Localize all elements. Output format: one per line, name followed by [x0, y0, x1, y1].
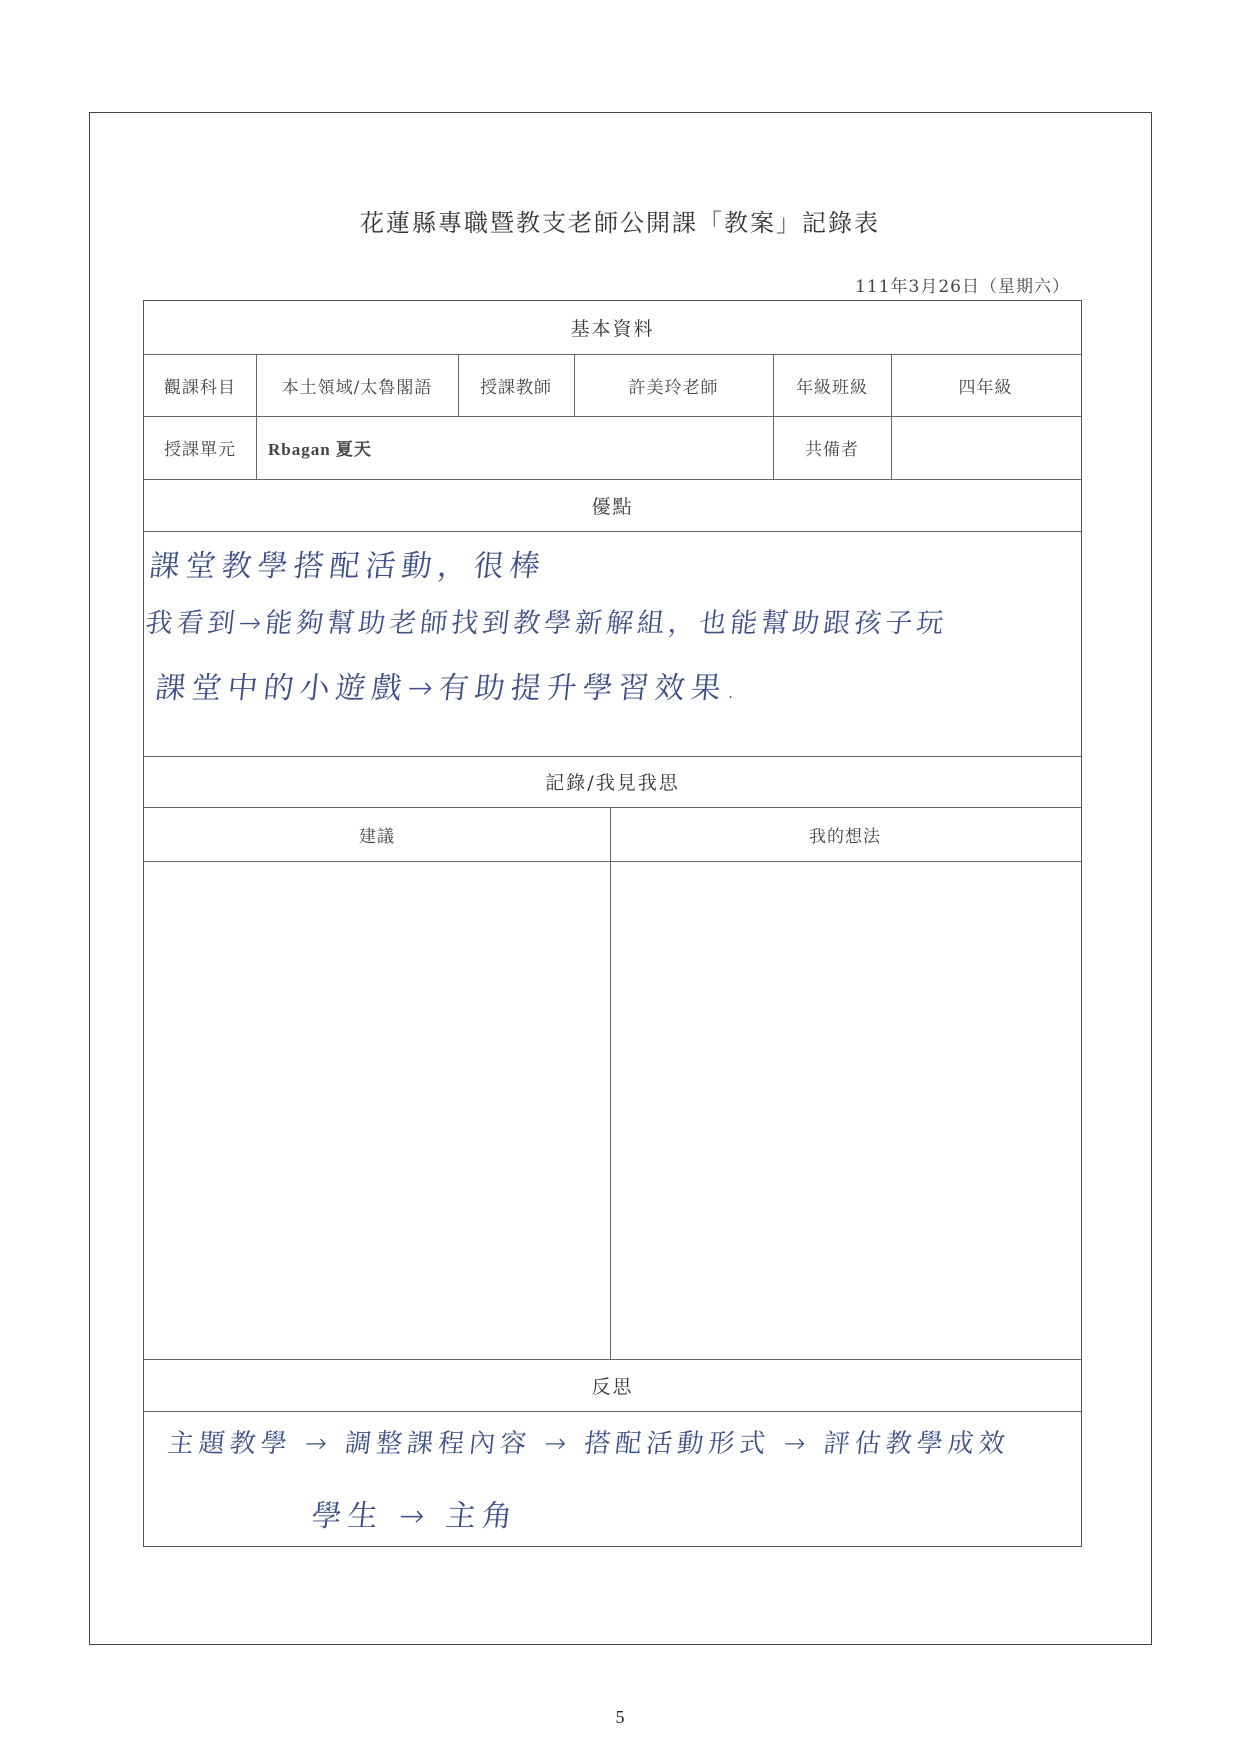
coprep-label: 共備者 [805, 440, 859, 460]
document-title: 花蓮縣專職暨教支老師公開課「教案」記錄表 [360, 209, 880, 237]
unit-label: 授課單元 [164, 440, 236, 460]
basic-info-header: 基本資料 [570, 318, 655, 340]
subject-label: 觀課科目 [164, 377, 236, 398]
coprep-value [891, 416, 1080, 479]
suggestion-label: 建議 [359, 826, 395, 847]
suggestion-area [144, 861, 610, 1359]
teacher-label: 授課教師 [480, 377, 552, 398]
my-thoughts-area [610, 861, 1080, 1359]
record-header: 記錄/我見我思 [545, 772, 680, 794]
table-divider [144, 531, 1081, 532]
my-thoughts-label: 我的想法 [809, 826, 881, 847]
subject-value: 本土領域/太魯閣語 [281, 377, 433, 398]
table-divider [144, 1411, 1081, 1412]
record-form-table [143, 300, 1082, 1547]
document-date: 111年3月26日（星期六） [855, 277, 1070, 297]
strengths-header: 優點 [591, 495, 634, 518]
strengths-line: 課堂教學搭配活動，很棒 [147, 549, 548, 584]
teacher-value: 許美玲老師 [628, 377, 719, 398]
strengths-line: 課堂中的小遊戲→有助提升學習效果. [153, 671, 745, 706]
reflection-line: 主題教學 → 調整課程內容 → 搭配活動形式 → 評估教學成效 [166, 1429, 1012, 1459]
grade-value: 四年級 [958, 377, 1013, 398]
grade-label: 年級班級 [796, 377, 868, 398]
strengths-line: 我看到→能夠幫助老師找到教學新解組，也能幫助跟孩子玩 [144, 608, 949, 639]
unit-value: Rbagan 夏天 [268, 440, 372, 459]
reflection-line: 學生 → 主角 [309, 1499, 520, 1534]
page-number: 5 [615, 1707, 625, 1727]
reflection-header: 反思 [591, 1375, 634, 1398]
